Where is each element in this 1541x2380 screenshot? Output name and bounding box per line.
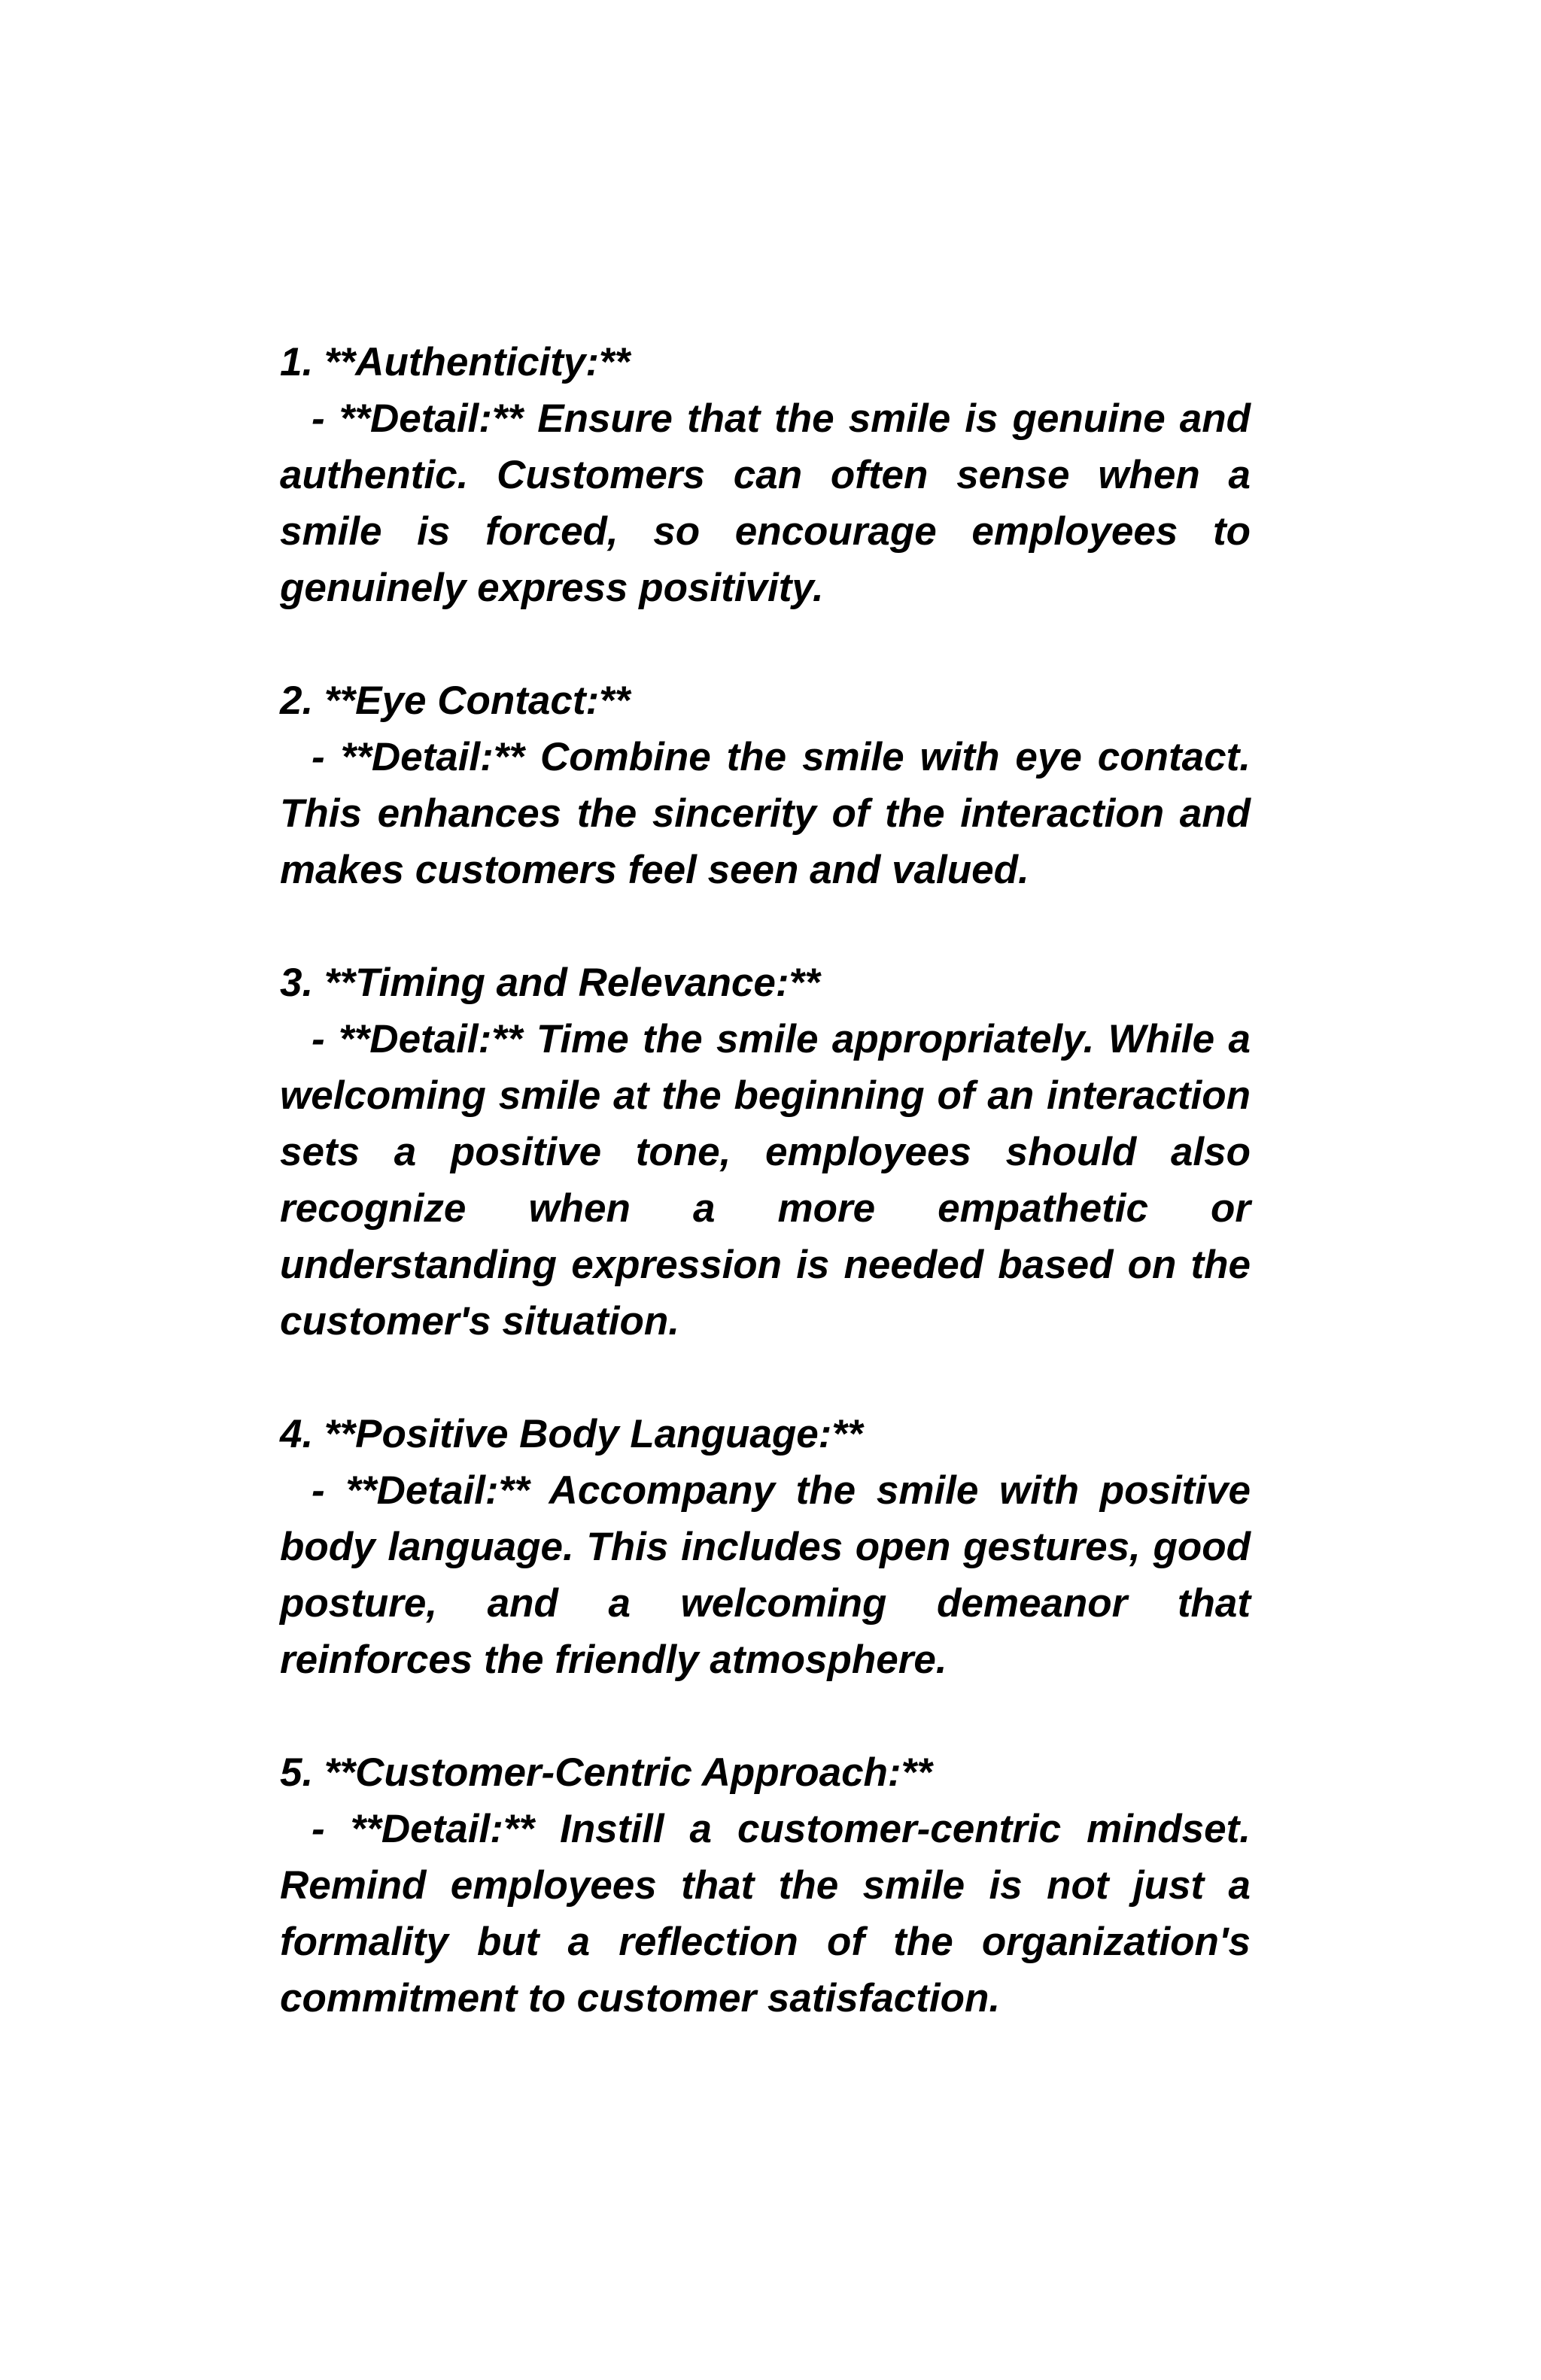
item-heading: 2. **Eye Contact:** — [280, 678, 631, 723]
item-heading: 5. **Customer-Centric Approach:** — [280, 1750, 932, 1795]
list-item-timing-and-relevance — [280, 955, 1251, 1349]
item-detail: - **Detail:** Ensure that the smile is genuine and authentic. Customers can often sense when a smile is forced, so encourage employees to genuinely express positivity. — [280, 396, 1251, 610]
item-heading: 1. **Authenticity:** — [280, 340, 631, 384]
item-heading: 4. **Positive Body Language:** — [280, 1412, 863, 1456]
item-detail: - **Detail:** Instill a customer-centric mindset. Remind employees that the smile is not just a formality but a reflection of the organization's commitment to customer satisfaction. — [280, 1807, 1251, 2020]
list-item-authenticity — [280, 334, 1251, 616]
list-item-customer-centric-approach — [280, 1744, 1251, 2026]
item-detail: - **Detail:** Combine the smile with eye contact. This enhances the sincerity of the interaction and makes customers feel seen and valued. — [280, 735, 1251, 892]
item-detail: - **Detail:** Time the smile appropriately. While a welcoming smile at the beginning of an interaction sets a positive tone, employees should also recognize when a more empathetic or understanding expression is needed based on the customer's situation. — [280, 1017, 1251, 1343]
list-item-positive-body-language — [280, 1406, 1251, 1688]
item-detail: - **Detail:** Accompany the smile with positive body language. This includes open gestures, good posture, and a welcoming demeanor that reinforces the friendly atmosphere. — [280, 1468, 1251, 1682]
document-page — [280, 334, 1251, 2026]
item-heading: 3. **Timing and Relevance:** — [280, 961, 820, 1005]
list-item-eye-contact — [280, 672, 1251, 898]
